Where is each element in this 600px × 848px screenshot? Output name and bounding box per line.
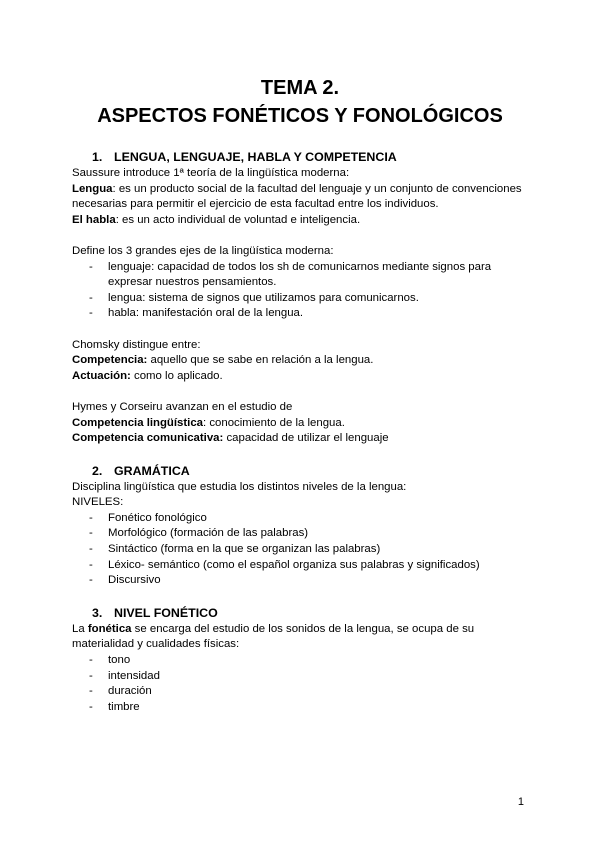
section-number: 3. xyxy=(92,605,103,620)
definition: : conocimiento de la lengua. xyxy=(203,416,345,429)
list-item: - Discursivo xyxy=(72,573,532,589)
list-item: - Sintáctico (forma en la que se organizan las palabras) xyxy=(72,542,532,558)
title-line-1: TEMA 2. xyxy=(260,77,340,99)
section-number: 1. xyxy=(92,150,103,164)
section-1-heading xyxy=(72,149,532,165)
document-body xyxy=(72,149,532,715)
definition: : es un acto individual de voluntad e inteligencia. xyxy=(115,213,361,226)
text: La xyxy=(72,622,88,635)
definition: : es un producto social de la facultad del lenguaje y un conjunto de convenciones necesarias para permitir el ejercicio de esta facultad entre los individuos. xyxy=(72,182,522,211)
habla-definition xyxy=(72,213,532,229)
list-item: - Morfológico (formación de las palabras) xyxy=(72,526,532,542)
ejes-list xyxy=(72,260,532,322)
lengua-definition xyxy=(72,182,532,213)
definition: se encarga del estudio de los sonidos de la lengua, se ocupa de su materialidad y cualidades físicas: xyxy=(72,622,475,651)
gramatica-intro: Disciplina lingüística que estudia los distintos niveles de la lengua: xyxy=(72,480,407,493)
list-item: - timbre xyxy=(72,700,532,716)
term: Competencia lingüística xyxy=(72,416,204,429)
niveles-label: NIVELES: xyxy=(72,496,124,509)
term: Competencia comunicativa: xyxy=(72,432,224,445)
definition: aquello que se sabe en relación a la lengua. xyxy=(147,354,374,367)
fonetica-definition xyxy=(72,622,532,653)
definition: como lo aplicado. xyxy=(130,369,223,382)
section-number: 2. xyxy=(92,463,103,478)
saussure-intro: Saussure introduce 1ª teoría de la lingüística moderna: xyxy=(72,167,350,179)
section-3-heading xyxy=(72,605,532,621)
section-title: NIVEL FONÉTICO xyxy=(114,605,218,620)
actuacion-definition xyxy=(72,369,532,385)
competencia-comunicativa xyxy=(72,431,532,447)
term: Actuación: xyxy=(72,369,131,382)
list-item: - intensidad xyxy=(72,669,532,685)
list-item: - Fonético fonológico xyxy=(72,511,532,527)
section-title: LENGUA, LENGUAJE, HABLA Y COMPETENCIA xyxy=(114,150,397,164)
section-2-heading xyxy=(72,463,532,479)
title-line-2: ASPECTOS FONÉTICOS Y FONOLÓGICOS xyxy=(97,105,503,127)
list-item: - duración xyxy=(72,684,532,700)
list-item: - tono xyxy=(72,653,532,669)
list-item: - lengua: sistema de signos que utilizamos para comunicarnos. xyxy=(72,291,532,307)
term: Lengua xyxy=(72,182,113,195)
competencia-linguistica xyxy=(72,416,532,432)
list-item: - lenguaje: capacidad de todos los sh de comunicarnos mediante signos para expresar nuestros pensamientos. xyxy=(72,260,532,291)
hymes-intro: Hymes y Corseiru avanzan en el estudio de xyxy=(72,400,293,413)
section-title: GRAMÁTICA xyxy=(114,463,190,478)
term: El habla xyxy=(72,213,116,226)
list-item: - habla: manifestación oral de la lengua. xyxy=(72,306,532,322)
page-number: 1 xyxy=(517,796,524,808)
definition: capacidad de utilizar el lenguaje xyxy=(223,432,389,445)
term: fonética xyxy=(87,622,132,635)
ejes-intro: Define los 3 grandes ejes de la lingüística moderna: xyxy=(72,244,334,257)
list-item: - Léxico- semántico (como el español organiza sus palabras y significados) xyxy=(72,558,532,574)
competencia-definition xyxy=(72,353,532,369)
chomsky-intro: Chomsky distingue entre: xyxy=(72,338,201,351)
niveles-list xyxy=(72,511,532,589)
cualidades-list xyxy=(72,653,532,715)
term: Competencia: xyxy=(72,354,148,367)
